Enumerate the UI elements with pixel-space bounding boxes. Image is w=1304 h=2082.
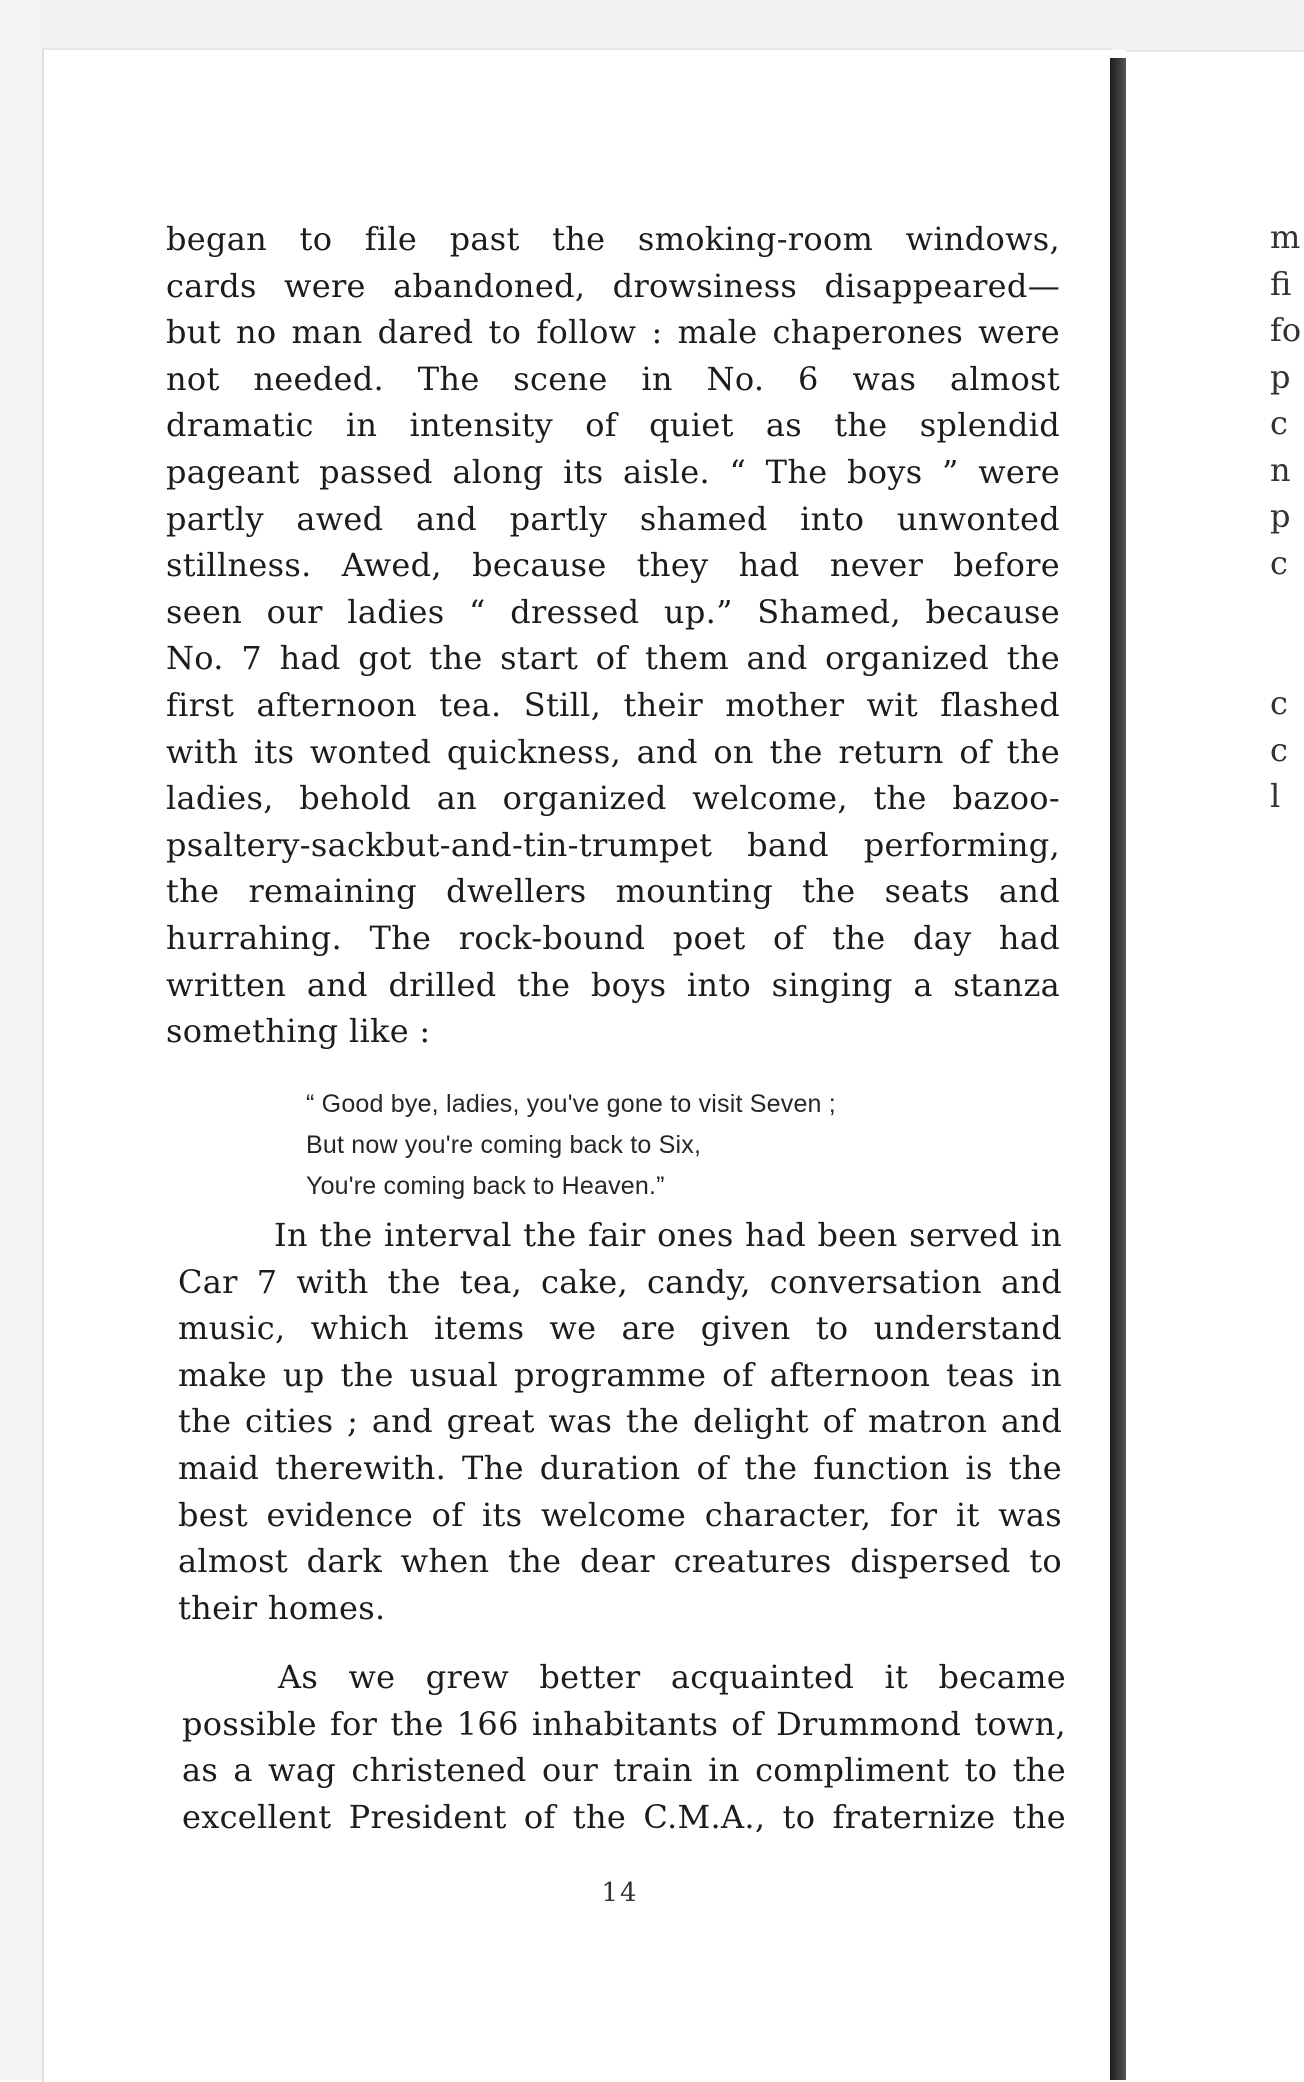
paragraph-1 bbox=[166, 216, 1060, 1055]
text-line: ladies, behold an organized welcome, the bazoo- bbox=[166, 779, 1060, 818]
verse-line: “ Good bye, ladies, you've gone to visit Seven ; bbox=[306, 1090, 836, 1118]
text-line: first afternoon tea. Still, their mother wit flashed bbox=[166, 685, 1060, 724]
text-line: the remaining dwellers mounting the seats and bbox=[166, 872, 1060, 911]
edge-letter: m bbox=[1270, 218, 1301, 256]
page-number: 14 bbox=[601, 1878, 639, 1908]
text-line: No. 7 had got the start of them and organized the bbox=[166, 639, 1060, 678]
edge-letter: fo bbox=[1270, 311, 1302, 349]
book-gutter bbox=[1110, 58, 1126, 2080]
text-line: written and drilled the boys into singing a stanza bbox=[166, 965, 1060, 1004]
text-line: best evidence of its welcome character, for it was bbox=[178, 1495, 1062, 1534]
edge-letter: c bbox=[1270, 730, 1288, 769]
text-line: the cities ; and great was the delight of matron and bbox=[178, 1402, 1062, 1441]
text-line: but no man dared to follow : male chaperones were bbox=[166, 313, 1060, 352]
text-line: dramatic in intensity of quiet as the splendid bbox=[166, 406, 1060, 445]
text-line: stillness. Awed, because they had never before bbox=[166, 546, 1060, 585]
edge-letter: p bbox=[1270, 497, 1291, 535]
text-line: excellent President of the C.M.A., to fraternize the bbox=[182, 1797, 1066, 1836]
edge-letter: c bbox=[1270, 543, 1288, 582]
text-line: began to file past the smoking-room windows, bbox=[166, 220, 1060, 258]
text-line: as a wag christened our train in compliment to the bbox=[182, 1751, 1066, 1790]
text-line: their homes. bbox=[178, 1588, 386, 1627]
text-line: almost dark when the dear creatures dispersed to bbox=[178, 1542, 1062, 1581]
text-line: hurrahing. The rock-bound poet of the day had bbox=[166, 918, 1060, 957]
edge-letter: l bbox=[1270, 777, 1281, 815]
edge-letter: c bbox=[1270, 684, 1288, 722]
text-line: pageant passed along its aisle. “ The boys ” were bbox=[166, 452, 1060, 491]
text-line: In the interval the fair ones had been served in bbox=[274, 1216, 1062, 1254]
edge-letter: c bbox=[1270, 404, 1288, 442]
text-line: As we grew better acquainted it became bbox=[278, 1658, 1066, 1696]
verse-stanza bbox=[306, 1084, 946, 1207]
text-line: partly awed and partly shamed into unwonted bbox=[166, 499, 1060, 538]
scan-border-top bbox=[0, 0, 1304, 50]
text-line: Car 7 with the tea, cake, candy, conversation and bbox=[178, 1262, 1062, 1301]
text-line: cards were abandoned, drowsiness disappeared— bbox=[166, 266, 1060, 305]
text-line: maid therewith. The duration of the function is the bbox=[178, 1448, 1062, 1487]
scan-border-left bbox=[0, 0, 42, 2080]
text-line: make up the usual programme of afternoon teas in bbox=[178, 1355, 1062, 1394]
text-line: possible for the 166 inhabitants of Drummond town, bbox=[182, 1704, 1066, 1743]
edge-letter: p bbox=[1270, 357, 1291, 396]
text-line: not needed. The scene in No. 6 was almost bbox=[166, 359, 1060, 398]
facing-page-edge-text bbox=[1270, 214, 1304, 820]
paragraph-3 bbox=[182, 1654, 1066, 1840]
text-line: psaltery-sackbut-and-tin-trumpet band performing, bbox=[166, 825, 1060, 864]
edge-letter: n bbox=[1270, 450, 1291, 489]
text-line: seen our ladies “ dressed up.” Shamed, because bbox=[166, 592, 1060, 631]
text-line: with its wonted quickness, and on the return of the bbox=[166, 732, 1060, 771]
edge-letter: fi bbox=[1270, 264, 1292, 303]
text-line: music, which items we are given to understand bbox=[178, 1309, 1062, 1348]
text-line: something like : bbox=[166, 1012, 431, 1051]
verse-line: But now you're coming back to Six, bbox=[306, 1131, 702, 1159]
verse-line: You're coming back to Heaven.” bbox=[306, 1172, 665, 1200]
paragraph-2 bbox=[178, 1212, 1062, 1631]
